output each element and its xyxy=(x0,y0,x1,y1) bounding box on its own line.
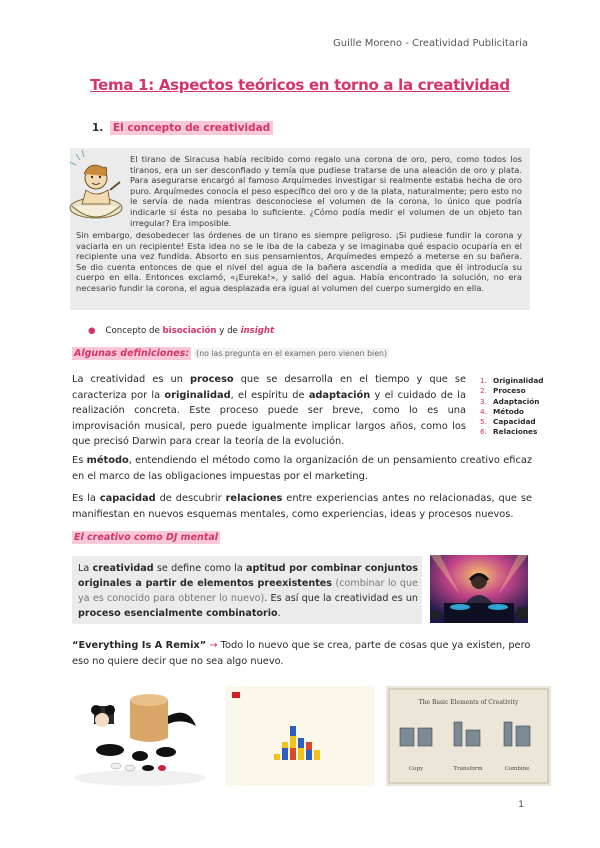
list-item: 3. Adaptación xyxy=(480,396,540,406)
dj-definition-text: La creatividad se define como la aptitud por combinar conjuntos originales a partir de elementos preexistentes (combinar lo que ya es conocido para obtener lo nuevo). Es así que la creatividad es un proceso esencialmente combinatorio. xyxy=(78,563,418,619)
definitions-title: Algunas definiciones: xyxy=(74,348,190,359)
mickey-parts-image xyxy=(70,686,212,786)
list-item: 4. Método xyxy=(480,406,524,416)
remix-paragraph xyxy=(72,638,532,669)
basic-elements-image xyxy=(386,686,551,786)
section-label: El concepto de creatividad xyxy=(110,121,273,135)
list-item: 5. Capacidad xyxy=(480,417,536,427)
remix-quote: “Everything Is A Remix” xyxy=(72,640,207,651)
term-insight: insight xyxy=(240,326,275,336)
arrow-right-icon: → xyxy=(209,640,218,651)
list-item: 2. Proceso xyxy=(480,386,526,396)
term-bisociacion: bisociación xyxy=(162,326,217,336)
label-transform: Transform xyxy=(453,766,483,772)
section-number: 1. xyxy=(92,122,104,134)
bullet-icon: ● xyxy=(88,326,96,336)
archimedes-illustration xyxy=(62,146,126,228)
dj-section-title: El creativo como DJ mental xyxy=(74,532,218,543)
dj-image xyxy=(430,555,528,623)
label-combine: Combine xyxy=(504,766,530,772)
concept-bullet xyxy=(88,326,274,336)
remix-text: Todo lo nuevo que se crea, parte de cosas que ya existen, pero eso no quiere decir que no sea algo nuevo. xyxy=(72,640,531,667)
bullet-joiner: y de xyxy=(219,326,238,336)
dj-section-heading xyxy=(72,532,220,543)
bullet-prefix: Concepto de xyxy=(105,326,160,336)
definitions-heading xyxy=(72,348,389,359)
list-item: 1. Originalidad xyxy=(480,376,544,385)
label-copy: Copy xyxy=(408,766,424,772)
story-paragraph-1: El tirano de Siracusa había recibido como regalo una corona de oro, pero, como todos los tiranos, era un ser desconfiado y temía que pudiese tratarse de una aleación de oro y plata. Para asegurarse encargó al famoso Arquímedes investigar si realmente estaba hecha de oro puro. Arquímedes conocía el peso específico del oro y de la plata, naturalmente; pero esto no le servía de nada mientras desconociese el volumen de la corona, lo único que podría indicarle si ésta no pesaba lo suficiente. ¿Cómo podía medir el volumen de un objeto tan irregular? Era imposible. xyxy=(130,154,522,228)
definition-keywords-list xyxy=(480,376,544,438)
image-title: The Basic Elements of Creativity xyxy=(418,699,519,706)
definition-paragraph-3: Es la capacidad de descubrir relaciones entre experiencias antes no relacionadas, que se manifiestan en nuevos esquemas mentales, como experiencias, ideas y procesos nuevos. xyxy=(72,493,532,520)
definitions-note: (no las pregunta en el examen pero vienen bien) xyxy=(196,349,387,358)
lego-blocks-image xyxy=(226,686,374,786)
list-item: 6. Relaciones xyxy=(480,427,538,437)
page-header: Guille Moreno - Creatividad Publicitaria xyxy=(333,38,528,49)
page-title: Tema 1: Aspectos teóricos en torno a la creatividad xyxy=(90,76,510,94)
story-paragraph-2: Sin embargo, desobedecer las órdenes de un tirano es siempre peligroso. ¡Si pudiese fundir la corona y vaciarla en un recipiente! Esta idea no se le iba de la cabeza y se imaginaba qué espacio ocuparía en el recipiente una vez fundida. Absorto en sus pensamientos, Arquímedes empezó a meterse en su bañera. Se dio cuenta entonces de que el nivel del agua de la bañera ascendía a medida que él introducía su cuerpo en ella. Entonces exclamó, «¡Eureka!», y salió del agua. Había encontrado la solución, no era necesario fundir la corona, el agua desplazada era igual al volumen del cuerpo sumergido en ella. xyxy=(76,230,522,293)
definition-paragraph-1: La creatividad es un proceso que se desarrolla en el tiempo y que se caracteriza por la originalidad, el espíritu de adaptación y el cuidado de la realización concreta. Este proceso puede ser breve, como lo es una improvisación musical, pero puede igualmente implicar largos años, como los que precisó Darwin para crear la teoría de la evolución. xyxy=(72,374,467,447)
definition-paragraph-2: Es método, entendiendo el método como la organización de un pensamiento creativo eficaz en el marco de las obligaciones impuestas por el marketing. xyxy=(72,455,532,482)
page-number: 1 xyxy=(518,800,524,810)
section-heading xyxy=(92,122,273,134)
